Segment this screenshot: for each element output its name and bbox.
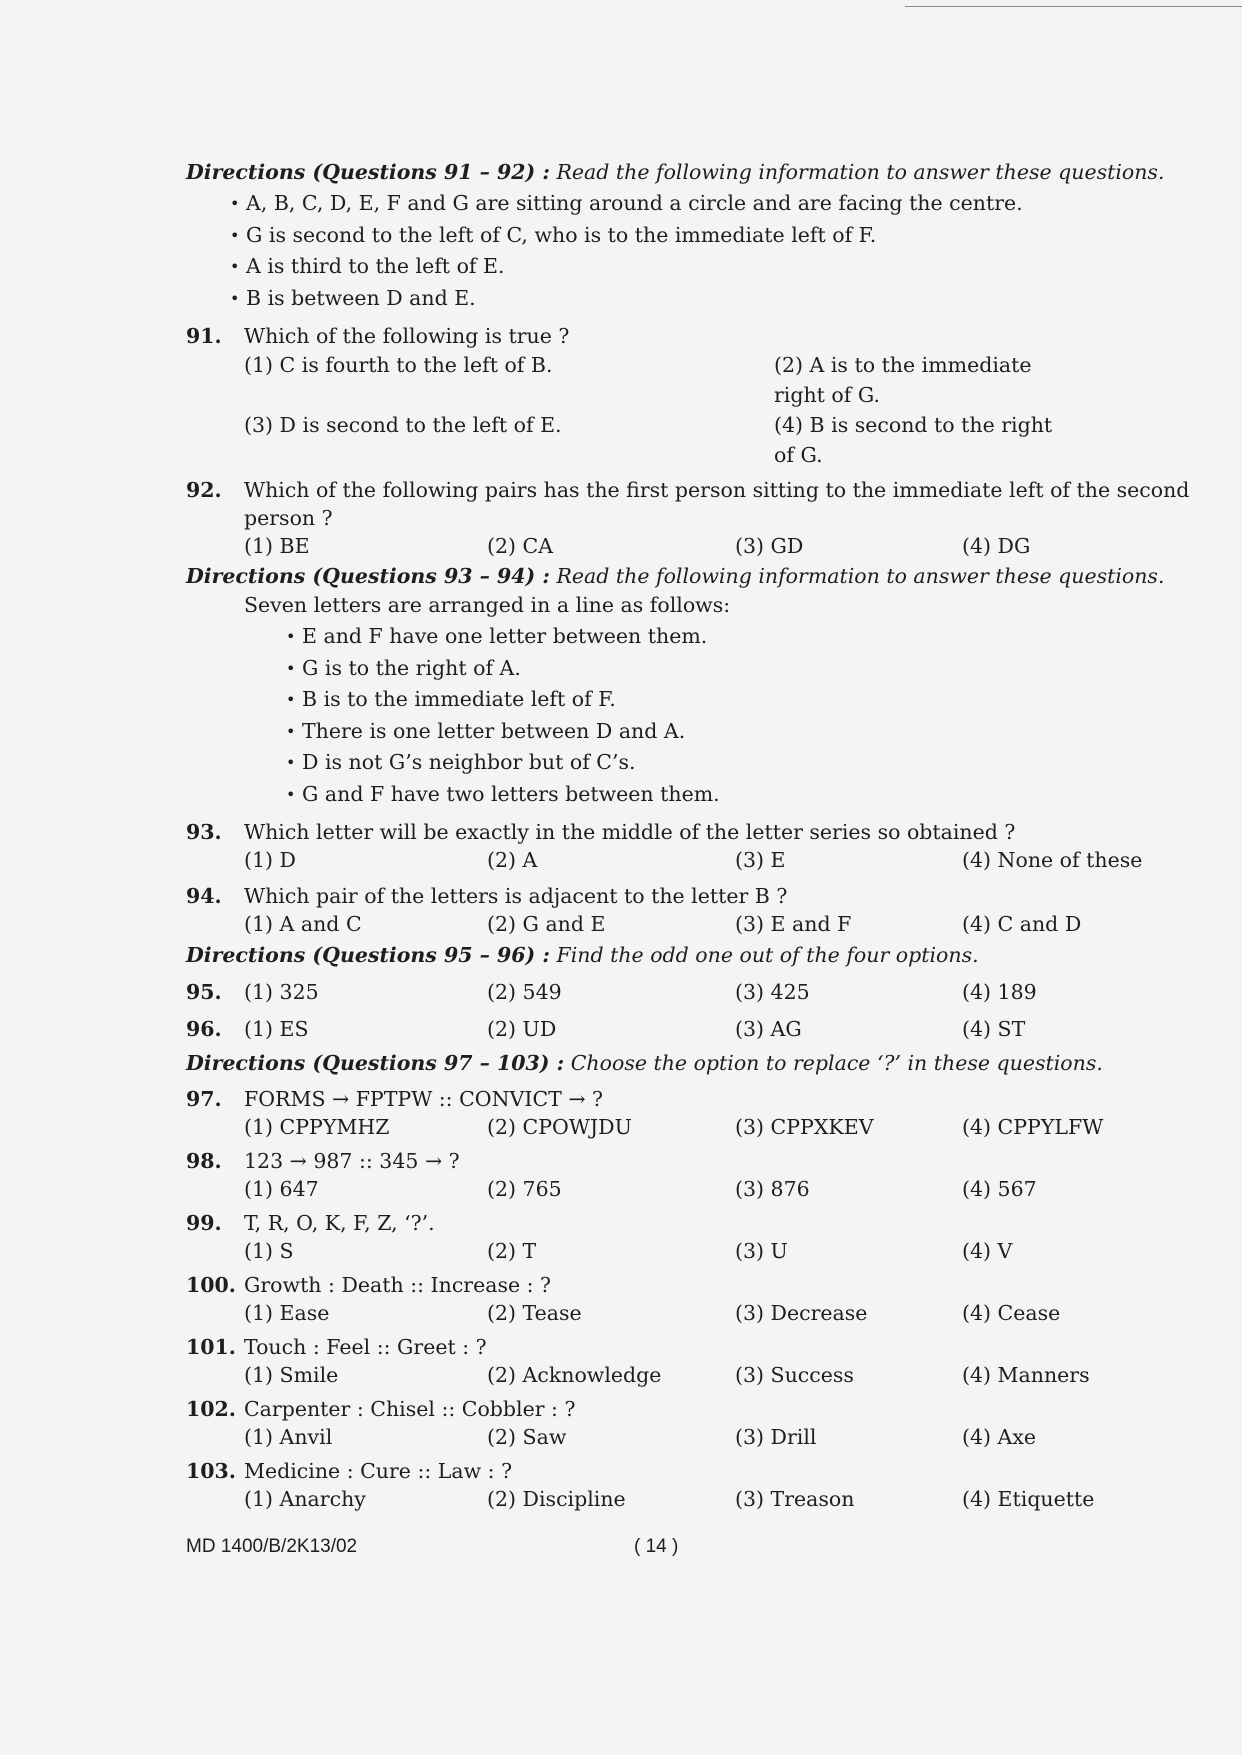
option-3: (3) GD — [735, 534, 804, 558]
option-2: (2) UD — [487, 1017, 557, 1041]
option-2: (2) Acknowledge — [487, 1363, 662, 1387]
option-3: (3) AG — [735, 1017, 802, 1041]
fact: • G and F have two letters between them. — [186, 779, 1216, 811]
question-96 — [186, 1015, 1216, 1043]
fact: • B is between D and E. — [186, 283, 1216, 315]
option-3: (3) E — [735, 848, 786, 872]
option-1: (1) A and C — [244, 912, 362, 936]
directions-text: Read the following information to answer these questions. — [556, 160, 1165, 184]
option-4: (4) None of these — [962, 848, 1143, 872]
option-1: (1) 647 — [244, 1177, 319, 1201]
fact: • A is third to the left of E. — [186, 251, 1216, 283]
option-4: (4) 567 — [962, 1177, 1037, 1201]
question-97 — [186, 1085, 1216, 1141]
question-text: T, R, O, K, F, Z, ‘?’. — [244, 1211, 435, 1235]
question-number: 98. — [186, 1149, 222, 1173]
question-number: 95. — [186, 980, 222, 1004]
option-4: (4) DG — [962, 534, 1031, 558]
option-3: (3) D is second to the left of E. — [244, 413, 562, 437]
question-text: FORMS → FPTPW :: CONVICT → ? — [244, 1087, 604, 1111]
fact: • There is one letter between D and A. — [186, 716, 1216, 748]
top-edge-rule — [905, 6, 1242, 7]
option-1: (1) C is fourth to the left of B. — [244, 353, 553, 377]
letter-arrangement-facts — [186, 621, 1216, 810]
question-text: Carpenter : Chisel :: Cobbler : ? — [244, 1397, 576, 1421]
option-1: (1) Anvil — [244, 1425, 333, 1449]
question-103 — [186, 1457, 1216, 1513]
page-number: ( 14 ) — [634, 1536, 679, 1557]
question-text: Which of the following is true ? — [244, 324, 570, 348]
option-2: (2) T — [487, 1239, 537, 1263]
question-page — [186, 158, 1216, 1513]
question-98 — [186, 1147, 1216, 1203]
option-4: (4) Axe — [962, 1425, 1037, 1449]
directions-97-103 — [186, 1049, 1216, 1077]
question-number: 96. — [186, 1017, 222, 1041]
question-number: 97. — [186, 1087, 222, 1111]
question-95 — [186, 978, 1216, 1006]
directions-intro: Seven letters are arranged in a line as follows: — [244, 593, 731, 617]
question-text: Growth : Death :: Increase : ? — [244, 1273, 552, 1297]
fact: • B is to the immediate left of F. — [186, 684, 1216, 716]
option-1: (1) Smile — [244, 1363, 339, 1387]
option-3: (3) 425 — [735, 980, 810, 1004]
directions-91-92 — [186, 158, 1216, 186]
option-2: (2) Saw — [487, 1425, 567, 1449]
question-92 — [186, 476, 1216, 560]
option-1: (1) CPPYMHZ — [244, 1115, 390, 1139]
question-number: 102. — [186, 1397, 236, 1421]
directions-label: Directions (Questions 97 – 103) : — [186, 1051, 565, 1075]
question-99 — [186, 1209, 1216, 1265]
option-1: (1) Ease — [244, 1301, 330, 1325]
directions-text: Read the following information to answer these questions. — [556, 564, 1165, 588]
question-number: 101. — [186, 1335, 236, 1359]
option-2: (2) 549 — [487, 980, 562, 1004]
option-4: (4) B is second to the right of G. — [774, 413, 1053, 467]
question-number: 94. — [186, 884, 222, 908]
question-101 — [186, 1333, 1216, 1389]
option-2: (2) Discipline — [487, 1487, 626, 1511]
option-4: (4) ST — [962, 1017, 1026, 1041]
directions-label: Directions (Questions 95 – 96) : — [186, 943, 550, 967]
option-4: (4) V — [962, 1239, 1013, 1263]
option-1: (1) ES — [244, 1017, 309, 1041]
option-1: (1) D — [244, 848, 296, 872]
directions-93-94 — [186, 562, 1216, 590]
option-1: (1) BE — [244, 534, 310, 558]
booklet-code: MD 1400/B/2K13/02 — [186, 1536, 358, 1557]
option-1: (1) Anarchy — [244, 1487, 366, 1511]
option-4: (4) CPPYLFW — [962, 1115, 1104, 1139]
question-91 — [186, 322, 1216, 470]
directions-label: Directions (Questions 93 – 94) : — [186, 564, 550, 588]
question-text: 123 → 987 :: 345 → ? — [244, 1149, 460, 1173]
option-2: (2) CA — [487, 534, 554, 558]
fact: • D is not G’s neighbor but of C’s. — [186, 747, 1216, 779]
circle-arrangement-facts — [186, 188, 1216, 314]
fact: • E and F have one letter between them. — [186, 621, 1216, 653]
option-2: (2) G and E — [487, 912, 606, 936]
question-number: 99. — [186, 1211, 222, 1235]
option-3: (3) Drill — [735, 1425, 817, 1449]
directions-text: Find the odd one out of the four options. — [556, 943, 979, 967]
option-4: (4) C and D — [962, 912, 1082, 936]
question-number: 100. — [186, 1273, 236, 1297]
option-1: (1) S — [244, 1239, 294, 1263]
directions-text: Choose the option to replace ‘?’ in these questions. — [570, 1051, 1103, 1075]
question-text: Which of the following pairs has the first person sitting to the immediate left of the second person ? — [244, 478, 1190, 530]
fact: • G is second to the left of C, who is to the immediate left of F. — [186, 220, 1216, 252]
option-2: (2) A is to the immediate right of G. — [774, 353, 1032, 407]
question-text: Which pair of the letters is adjacent to the letter B ? — [244, 884, 788, 908]
option-4: (4) Etiquette — [962, 1487, 1095, 1511]
fact: • G is to the right of A. — [186, 653, 1216, 685]
option-4: (4) 189 — [962, 980, 1037, 1004]
directions-95-96 — [186, 941, 1216, 969]
question-text: Which letter will be exactly in the middle of the letter series so obtained ? — [244, 820, 1016, 844]
question-text: Medicine : Cure :: Law : ? — [244, 1459, 513, 1483]
option-3: (3) E and F — [735, 912, 852, 936]
question-number: 93. — [186, 820, 222, 844]
option-4: (4) Cease — [962, 1301, 1061, 1325]
question-100 — [186, 1271, 1216, 1327]
option-3: (3) Success — [735, 1363, 854, 1387]
question-102 — [186, 1395, 1216, 1451]
option-3: (3) Treason — [735, 1487, 855, 1511]
option-3: (3) Decrease — [735, 1301, 868, 1325]
option-2: (2) Tease — [487, 1301, 582, 1325]
directions-label: Directions (Questions 91 – 92) : — [186, 160, 550, 184]
option-3: (3) 876 — [735, 1177, 810, 1201]
option-3: (3) U — [735, 1239, 788, 1263]
question-94 — [186, 882, 1216, 938]
question-number: 92. — [186, 478, 222, 502]
option-1: (1) 325 — [244, 980, 319, 1004]
question-93 — [186, 818, 1216, 874]
option-3: (3) CPPXKEV — [735, 1115, 874, 1139]
question-text: Touch : Feel :: Greet : ? — [244, 1335, 487, 1359]
option-4: (4) Manners — [962, 1363, 1090, 1387]
fact: • A, B, C, D, E, F and G are sitting around a circle and are facing the centre. — [186, 188, 1216, 220]
question-number: 103. — [186, 1459, 236, 1483]
option-2: (2) CPOWJDU — [487, 1115, 632, 1139]
question-number: 91. — [186, 324, 222, 348]
option-2: (2) A — [487, 848, 538, 872]
option-2: (2) 765 — [487, 1177, 562, 1201]
